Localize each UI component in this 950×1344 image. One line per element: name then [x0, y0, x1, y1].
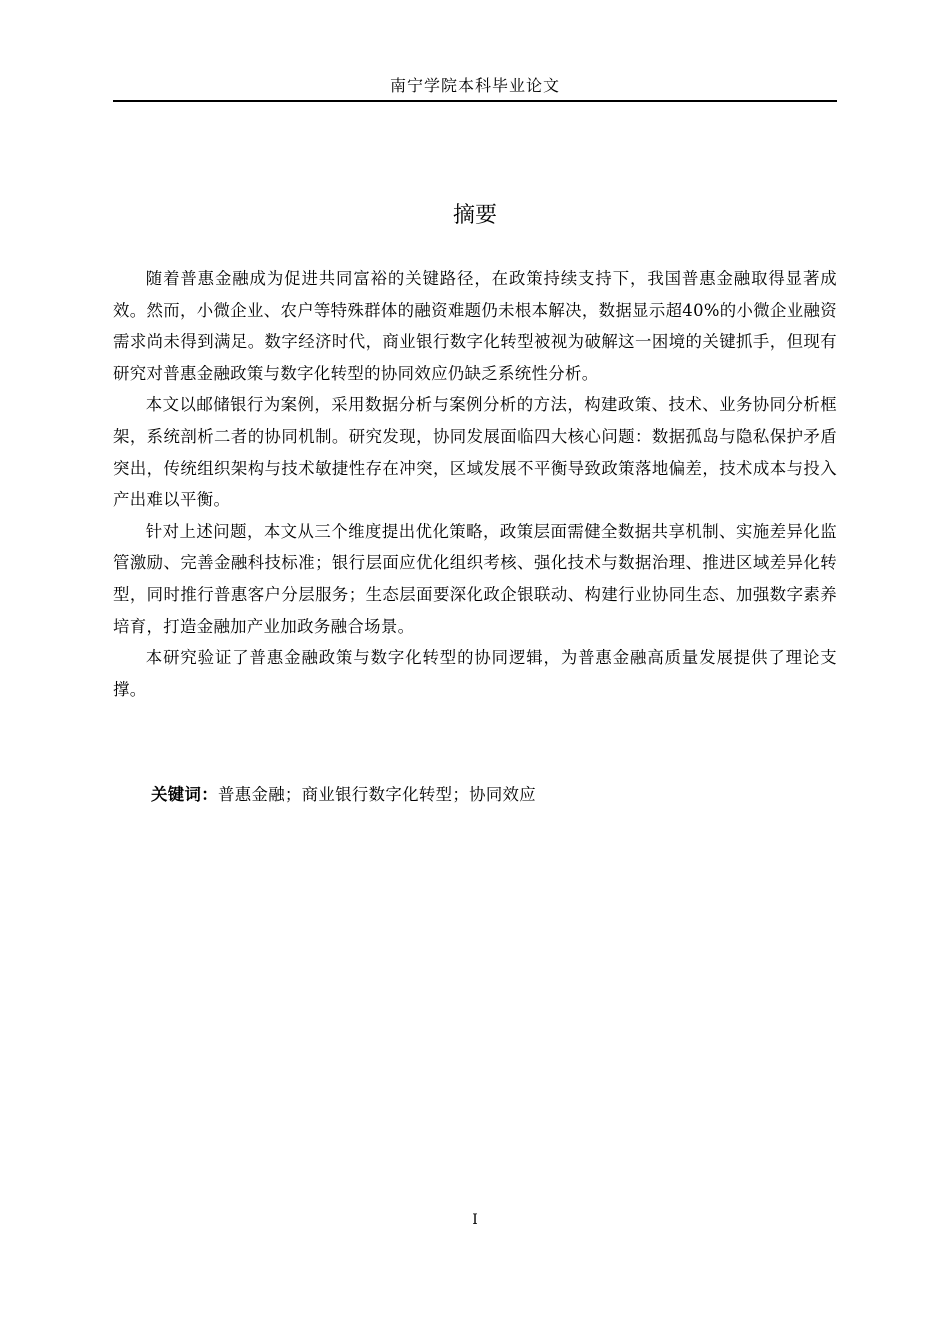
abstract-paragraph-1: 随着普惠金融成为促进共同富裕的关键路径，在政策持续支持下，我国普惠金融取得显著成效。然而，小微企业、农户等特殊群体的融资难题仍未根本解决，数据显示超40%的小微企业融资需求尚未得到满足。数字经济时代，商业银行数字化转型被视为破解这一困境的关键抓手，但现有研究对普惠金融政策与数字化转型的协同效应仍缺乏系统性分析。: [113, 269, 837, 383]
keywords-value: 普惠金融；商业银行数字化转型；协同效应: [217, 785, 537, 804]
running-header: 南宁学院本科毕业论文: [389, 76, 560, 95]
abstract-paragraph-3: 针对上述问题，本文从三个维度提出优化策略，政策层面需健全数据共享机制、实施差异化监管激励、完善金融科技标准；银行层面应优化组织考核、强化技术与数据治理、推进区域差异化转型，同时推行普惠客户分层服务；生态层面要深化政企银联动、构建行业协同生态、加强数字素养培育，打造金融加产业加政务融合场景。: [113, 521, 837, 636]
abstract-title: 摘要: [452, 202, 497, 228]
abstract-paragraph-2: 本文以邮储银行为案例，采用数据分析与案例分析的方法，构建政策、技术、业务协同分析框架，系统剖析二者的协同机制。研究发现，协同发展面临四大核心问题：数据孤岛与隐私保护矛盾突出，传统组织架构与技术敏捷性存在冲突，区域发展不平衡导致政策落地偏差，技术成本与投入产出难以平衡。: [113, 395, 837, 510]
abstract-body: [113, 263, 837, 705]
abstract-paragraph-4: 本研究验证了普惠金融政策与数字化转型的协同逻辑，为普惠金融高质量发展提供了理论支撑。: [113, 648, 837, 699]
page-number: I: [472, 1212, 478, 1228]
keywords-label: 关键词：: [151, 785, 218, 804]
keywords-line: [151, 780, 837, 810]
header-rule: [113, 100, 837, 102]
